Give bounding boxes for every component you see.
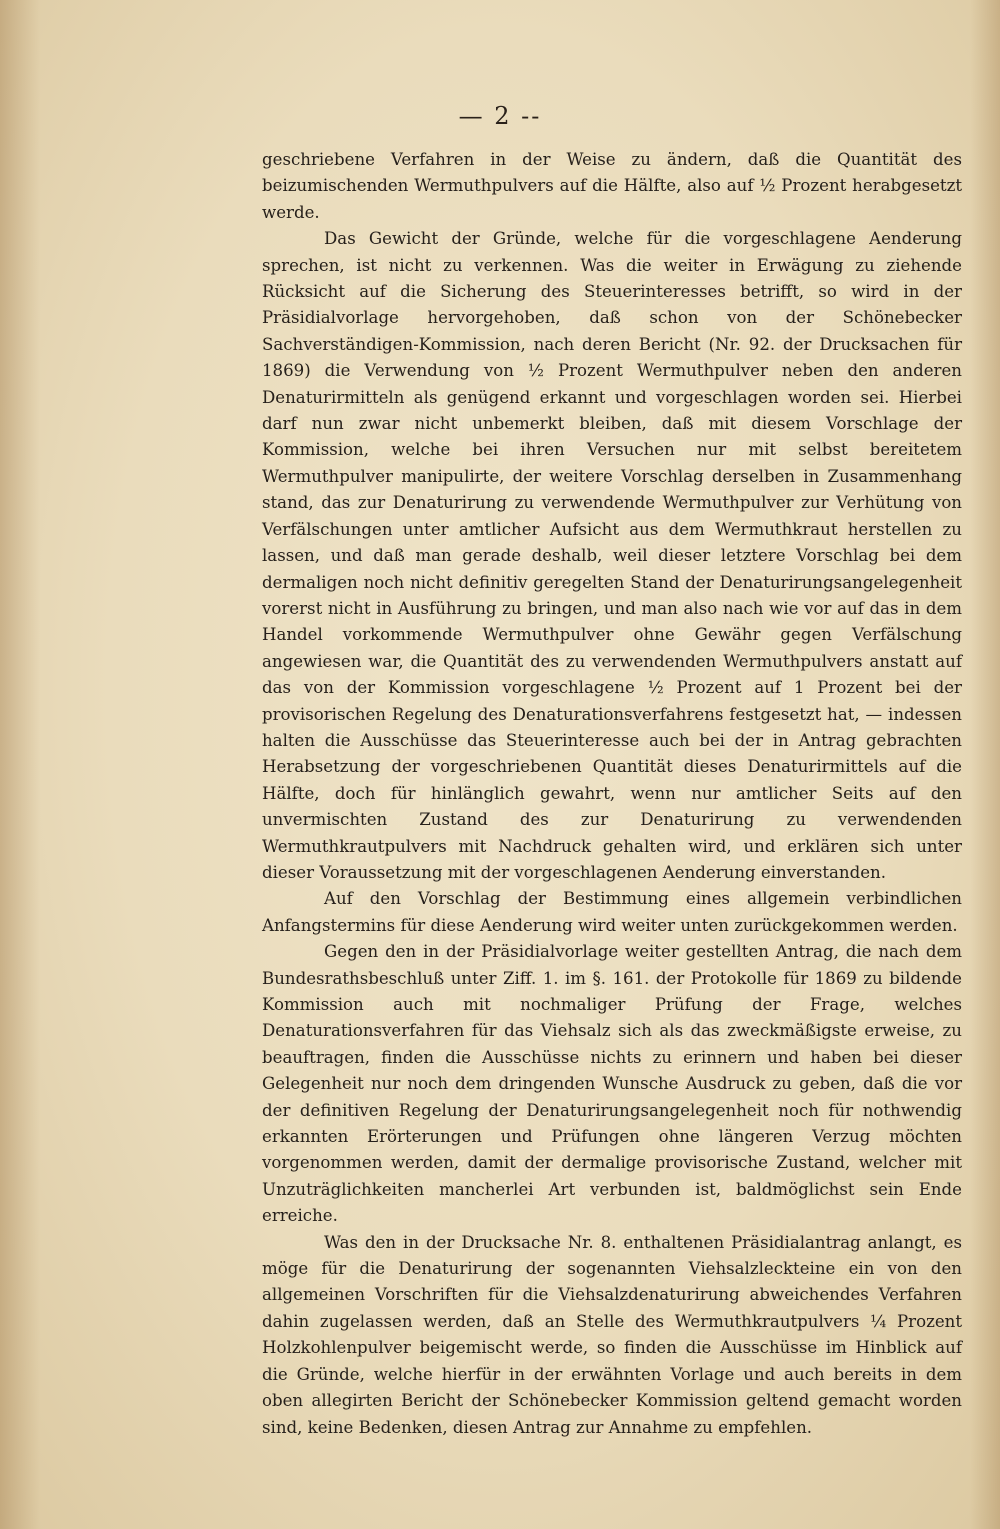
page-number: — 2 -- [458,102,542,130]
page-shadow-right [970,0,1000,1529]
paragraph: Auf den Vorschlag der Bestimmung eines allgemein verbindlichen Anfangstermins für diese Aenderung wird weiter unten zurückgekommen werden. [262,889,962,935]
paragraph-continuation: geschriebene Verfahren in der Weise zu ändern, daß die Quantität des beizumischenden Wermuthpulvers auf die Hälfte, also auf ½ Prozent herabgesetzt werde. [262,150,962,222]
paragraph: Was den in der Drucksache Nr. 8. enthaltenen Präsidialantrag anlangt, es möge für die Denaturirung der sogenannten Viehsalzleckteine ein von den allgemeinen Vorschriften für die Viehsalzdenaturirung abweichendes Verfahren dahin zugelassen werden, daß an Stelle des Wermuthkrautpulvers ¼ Prozent Holzkohlenpulver beigemischt werde, so finden die Ausschüsse im Hinblick auf die Gründe, welche hierfür in der erwähnten Vorlage und auch bereits in dem oben allegirten Bericht der Schönebecker Kommission geltend gemacht worden sind, keine Bedenken, diesen Antrag zur Annahme zu empfehlen. [262,1232,962,1437]
paragraph: Gegen den in der Präsidialvorlage weiter gestellten Antrag, die nach dem Bundesrathsbeschluß unter Ziff. 1. im §. 161. der Protokolle für 1869 zu bildende Kommission auch mit nochmaliger Prüfung der Frage, welches Denaturationsverfahren für das Viehsalz sich als das zweckmäßigste erweise, zu beauftragen, finden die Ausschüsse nichts zu erinnern und haben bei dieser Gelegenheit nur noch dem dringenden Wunsche Ausdruck zu geben, daß die vor der definitiven Regelung der Denaturirungsangelegenheit noch für nothwendig erkannten Erörterungen und Prüfungen ohne längeren Verzug möchten vorgenommen werden, damit der dermalige provisorische Zustand, welcher mit Unzuträglichkeiten mancherlei Art verbunden ist, baldmöglichst sein Ende erreiche. [262,942,962,1226]
body-text [262,147,962,1441]
page-shadow-left [0,0,40,1529]
paragraph: Das Gewicht der Gründe, welche für die vorgeschlagene Aenderung sprechen, ist nicht zu verkennen. Was die weiter in Erwägung zu ziehende Rücksicht auf die Sicherung des Steuerinteresses betrifft, so wird in der Präsidialvorlage hervorgehoben, daß schon von der Schönebecker Sachverständigen-Kommission, nach deren Bericht (Nr. 92. der Drucksachen für 1869) die Verwendung von ½ Prozent Wermuthpulver neben den anderen Denaturirmitteln als genügend erkannt und vorgeschlagen worden sei. Hierbei darf nun zwar nicht unbemerkt bleiben, daß mit diesem Vorschlage der Kommission, welche bei ihren Versuchen nur mit selbst bereitetem Wermuthpulver manipulirte, der weitere Vorschlag derselben in Zusammenhang stand, das zur Denaturirung zu verwendende Wermuthpulver zur Verhütung von Verfälschungen unter amtlicher Aufsicht aus dem Wermuthkraut herstellen zu lassen, und daß man gerade deshalb, weil dieser letztere Vorschlag bei dem dermaligen noch nicht definitiv geregelten Stand der Denaturirungsangelegenheit vorerst nicht in Ausführung zu bringen, und man also nach wie vor auf das in dem Handel vorkommende Wermuthpulver ohne Gewähr gegen Verfälschung angewiesen war, die Quantität des zu verwendenden Wermuthpulvers anstatt auf das von der Kommission vorgeschlagene ½ Prozent auf 1 Prozent bei der provisorischen Regelung des Denaturationsverfahrens festgesetzt hat, — indessen halten die Ausschüsse das Steuerinteresse auch bei der in Antrag gebrachten Herabsetzung der vorgeschriebenen Quantität dieses Denaturirmittels auf die Hälfte, doch für hinlänglich gewahrt, wenn nur amtlicher Seits auf den unvermischten Zustand des zur Denaturirung zu verwendenden Wermuthkrautpulvers mit Nachdruck gehalten wird, und erklären sich unter dieser Voraussetzung mit der vorgeschlagenen Aenderung einverstanden. [262,229,962,882]
